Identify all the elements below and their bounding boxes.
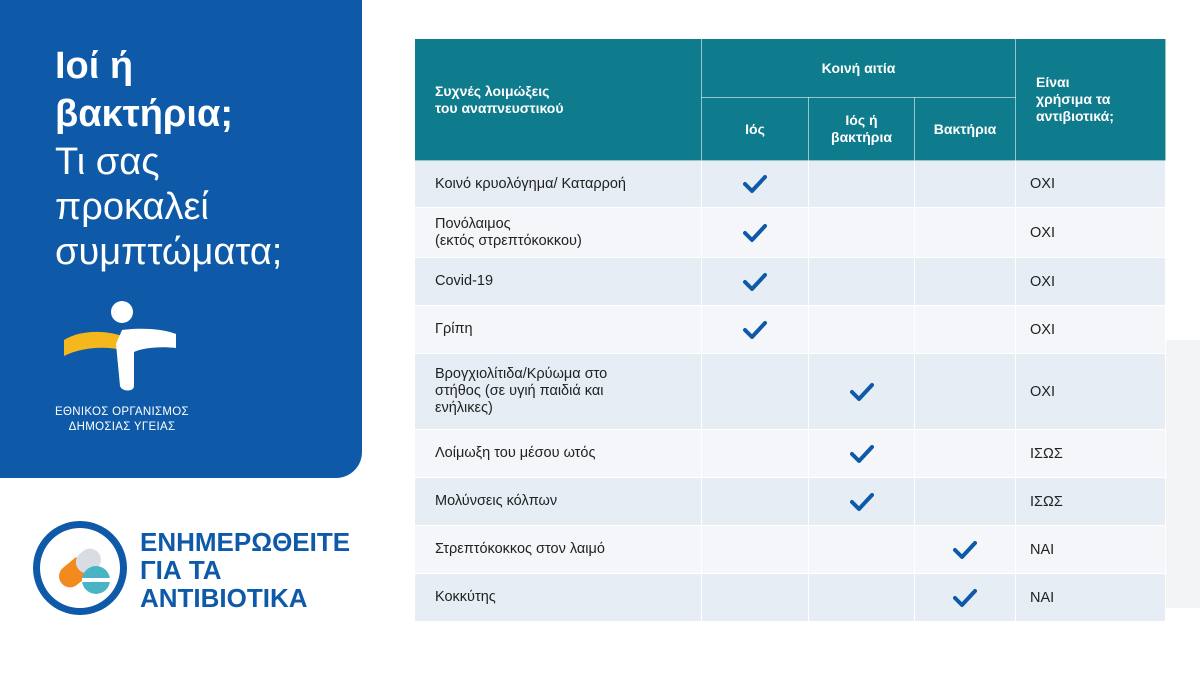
cause-either-cell: [809, 161, 915, 208]
campaign-line: ΓΙΑ ΤΑ: [140, 555, 222, 585]
organization-line: ΔΗΜΟΣΙΑΣ ΥΓΕΙΑΣ: [68, 421, 176, 433]
antibiotics-answer: ΟΧΙ: [1016, 161, 1166, 208]
infection-name-line: Λοίμωξη του μέσου ωτός: [435, 445, 596, 461]
campaign-line: ΕΝΗΜΕΡΩΘΕΙΤΕ: [140, 527, 351, 557]
infection-name: [415, 478, 702, 526]
cause-bacteria-cell: [915, 161, 1016, 208]
cause-virus-cell: [702, 574, 809, 622]
cause-either-cell: [809, 306, 915, 354]
cause-bacteria-cell: [915, 574, 1016, 622]
infection-name-line: ενήλικες): [435, 400, 493, 416]
subtitle-question: [55, 140, 282, 275]
cause-either-cell: [809, 430, 915, 478]
infection-name-line: Covid-19: [435, 273, 494, 289]
check-icon: [743, 272, 767, 292]
infection-name: [415, 574, 702, 622]
header-virus: Ιός: [702, 98, 809, 161]
cause-either-cell: [809, 526, 915, 574]
table-row: [415, 430, 1166, 478]
header-line: βακτήρια: [831, 129, 892, 145]
antibiotics-answer: ΟΧΙ: [1016, 354, 1166, 430]
table-row: [415, 574, 1166, 622]
infection-name-line: (εκτός στρεπτόκοκκου): [435, 232, 582, 249]
check-icon: [953, 588, 977, 608]
cause-virus-cell: [702, 354, 809, 430]
decorative-block: [1162, 340, 1200, 608]
infection-name: [415, 161, 702, 208]
antibiotics-answer: ΝΑΙ: [1016, 526, 1166, 574]
cause-bacteria-cell: [915, 258, 1016, 306]
cause-either-cell: [809, 354, 915, 430]
title-question: [55, 42, 233, 138]
antibiotics-answer: ΙΣΩΣ: [1016, 478, 1166, 526]
header-bacteria: Βακτήρια: [915, 98, 1016, 161]
cause-bacteria-cell: [915, 430, 1016, 478]
infection-name-line: στήθος (σε υγιή παιδιά και: [435, 383, 604, 399]
check-icon: [850, 444, 874, 464]
infection-name-line: Μολύνσεις κόλπων: [435, 493, 558, 509]
cause-virus-cell: [702, 478, 809, 526]
cause-bacteria-cell: [915, 306, 1016, 354]
cause-virus-cell: [702, 306, 809, 354]
cause-bacteria-cell: [915, 478, 1016, 526]
table-row: [415, 161, 1166, 208]
table-row: [415, 526, 1166, 574]
check-icon: [743, 174, 767, 194]
table-row: [415, 478, 1166, 526]
header-line: χρήσιμα τα: [1036, 91, 1111, 107]
antibiotics-answer: ΟΧΙ: [1016, 258, 1166, 306]
infection-name: [415, 526, 702, 574]
campaign-line: ΑΝΤΙΒΙΟΤΙΚΑ: [140, 583, 308, 613]
check-icon: [743, 320, 767, 340]
table-row: [415, 354, 1166, 430]
infection-name: [415, 258, 702, 306]
header-antibiotics-useful: [1016, 39, 1166, 161]
subtitle-line: προκαλεί: [55, 186, 209, 228]
infection-name: [415, 208, 702, 258]
cause-virus-cell: [702, 430, 809, 478]
header-cause-group: Κοινή αιτία: [702, 39, 1016, 98]
organization-name: [22, 405, 222, 435]
infection-name-line: Στρεπτόκοκκος στον λαιμό: [435, 541, 605, 557]
infection-name: [415, 306, 702, 354]
header-virus-or-bacteria: [809, 98, 915, 161]
header-line: αντιβιοτικά;: [1036, 108, 1114, 124]
antibiotics-answer: ΟΧΙ: [1016, 306, 1166, 354]
cause-either-cell: [809, 574, 915, 622]
infection-name: [415, 354, 702, 430]
cause-virus-cell: [702, 526, 809, 574]
antibiotics-answer: ΙΣΩΣ: [1016, 430, 1166, 478]
table-row: [415, 306, 1166, 354]
infection-name: [415, 430, 702, 478]
infection-name-line: Κοινό κρυολόγημα/ Καταρροή: [435, 175, 626, 192]
header-line: Είναι: [1036, 74, 1070, 90]
header-line: του αναπνευστικού: [435, 99, 564, 116]
cause-bacteria-cell: [915, 354, 1016, 430]
cause-either-cell: [809, 258, 915, 306]
eody-person-logo-icon: [60, 300, 180, 395]
cause-virus-cell: [702, 258, 809, 306]
pill-logo-icon: [32, 520, 128, 616]
check-icon: [743, 223, 767, 243]
table-row: [415, 208, 1166, 258]
check-icon: [953, 540, 977, 560]
cause-virus-cell: [702, 161, 809, 208]
antibiotics-answer: ΟΧΙ: [1016, 208, 1166, 258]
infection-name-line: Πονόλαιμος: [435, 215, 511, 232]
organization-line: ΕΘΝΙΚΟΣ ΟΡΓΑΝΙΣΜΟΣ: [55, 406, 189, 418]
title-line: βακτήρια;: [55, 93, 233, 135]
header-infections: [415, 39, 702, 161]
check-icon: [850, 492, 874, 512]
left-panel: [0, 0, 362, 478]
subtitle-line: Τι σας: [55, 141, 160, 183]
title-line: Ιοί ή: [55, 45, 134, 87]
infection-name-line: Κοκκύτης: [435, 589, 496, 605]
infection-name-line: Γρίπη: [435, 321, 473, 337]
cause-bacteria-cell: [915, 526, 1016, 574]
header-line: Ιός ή: [845, 112, 878, 128]
cause-either-cell: [809, 208, 915, 258]
antibiotics-answer: ΝΑΙ: [1016, 574, 1166, 622]
cause-bacteria-cell: [915, 208, 1016, 258]
subtitle-line: συμπτώματα;: [55, 231, 283, 273]
header-line: Συχνές λοιμώξεις: [435, 82, 550, 99]
infection-name-line: Βρογχιολίτιδα/Κρύωμα στο: [435, 366, 608, 382]
check-icon: [850, 382, 874, 402]
cause-virus-cell: [702, 208, 809, 258]
cause-either-cell: [809, 478, 915, 526]
infections-table: [414, 38, 1166, 622]
table-row: [415, 258, 1166, 306]
campaign-logo-text: [140, 528, 350, 612]
